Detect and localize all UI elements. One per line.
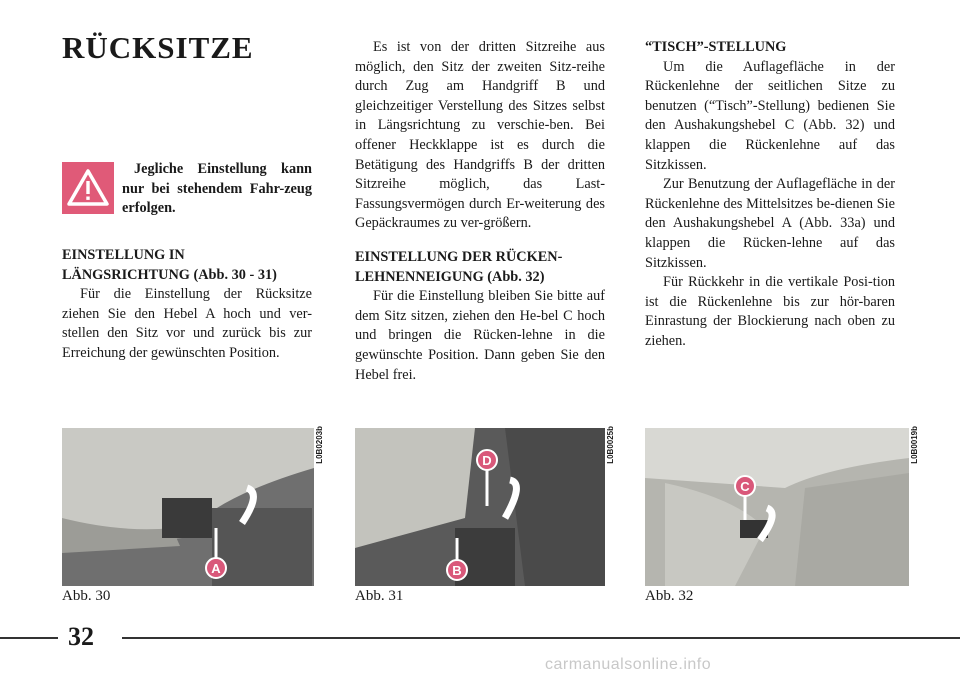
watermark: carmanualsonline.info bbox=[545, 656, 712, 673]
figure-30-photo bbox=[62, 428, 314, 586]
callout-label-d: D bbox=[482, 453, 492, 468]
page-number: 32 bbox=[68, 622, 94, 651]
paragraph-tisch-2: Zur Benutzung der Auflagefläche in der Rückenlehne des Mittelsitzes be-dienen Sie den Aushakungshebel A (Abb. 33a) und klappen die Rücken-lehne auf das Sitzkissen. bbox=[645, 176, 895, 271]
paragraph-dritte-sitzreihe: Es ist von der dritten Sitzreihe aus möglich, den Sitz der zweiten Sitz-reihe durch Zug am Handgriff B und gleichzeitiger Verstellung des Sitzes selbst in Längsrichtung zu verschie-ben. Bei offener Heckklappe ist es durch die Betätigung des Handgriffs B der dritten Sitzreihe möglich, das Last-Fassungsvermögen durch Er-weiterung des Gepäckraumes zu ver-größern. bbox=[355, 39, 605, 232]
page-title: RÜCKSITZE bbox=[62, 30, 254, 65]
warning-triangle-icon bbox=[62, 162, 114, 214]
column-3 bbox=[645, 38, 895, 352]
figure-30-code: L0B0203b bbox=[315, 426, 324, 464]
heading-laengsrichtung-2: LÄNGSRICHTUNG (Abb. 30 - 31) bbox=[62, 266, 277, 283]
column-1 bbox=[62, 246, 312, 364]
callout-label-a: A bbox=[211, 561, 221, 576]
figure-32-photo bbox=[645, 428, 909, 586]
figure-31-code: L0B0025b bbox=[606, 426, 615, 464]
paragraph-tisch-1: Um die Auflagefläche in der Rückenlehne der seitlichen Sitze zu benutzen (“Tisch”-Stellung) bedienen Sie den Aushakungshebel C (Abb. 32) und klappen die Rückenlehne auf das Sitzkissen. bbox=[645, 58, 895, 173]
warning-text: Jegliche Einstellung kann nur bei stehendem Fahr-zeug erfolgen. bbox=[122, 161, 312, 217]
figure-31-photo bbox=[355, 428, 605, 586]
heading-rueckenlehne-2: LEHNENNEIGUNG (Abb. 32) bbox=[355, 268, 545, 285]
figure-30-caption: Abb. 30 bbox=[62, 588, 111, 604]
paragraph-laengsrichtung: Für die Einstellung der Rücksitze ziehen Sie den Hebel A hoch und ver-stellen den Sitz vor und zurück bis zur Erreichung der gewünschten Position. bbox=[62, 286, 312, 361]
paragraph-tisch-3: Für Rückkehr in die vertikale Posi-tion ist die Rückenlehne bis zur hör-baren Einrastung der Blockierung nach oben zu ziehen. bbox=[645, 274, 895, 349]
heading-rueckenlehne-1: EINSTELLUNG DER RÜCKEN- bbox=[355, 248, 563, 265]
heading-laengsrichtung-1: EINSTELLUNG IN bbox=[62, 247, 185, 263]
callout-label-c: C bbox=[740, 479, 750, 494]
figure-31-caption: Abb. 31 bbox=[355, 588, 404, 604]
footer-rule-left bbox=[0, 637, 58, 639]
figure-32-caption: Abb. 32 bbox=[645, 588, 694, 604]
column-2 bbox=[355, 38, 605, 385]
figure-32-code: L0B0019b bbox=[910, 426, 919, 464]
paragraph-rueckenlehne: Für die Einstellung bleiben Sie bitte auf dem Sitz sitzen, ziehen den He-bel C hoch und bringen die Rücken-lehne in die gewünschte Position. Dann geben Sie den Hebel frei. bbox=[355, 288, 605, 383]
footer-rule-right bbox=[122, 637, 960, 639]
heading-tisch-stellung: “TISCH”-STELLUNG bbox=[645, 39, 787, 55]
callout-label-b: B bbox=[452, 563, 462, 578]
